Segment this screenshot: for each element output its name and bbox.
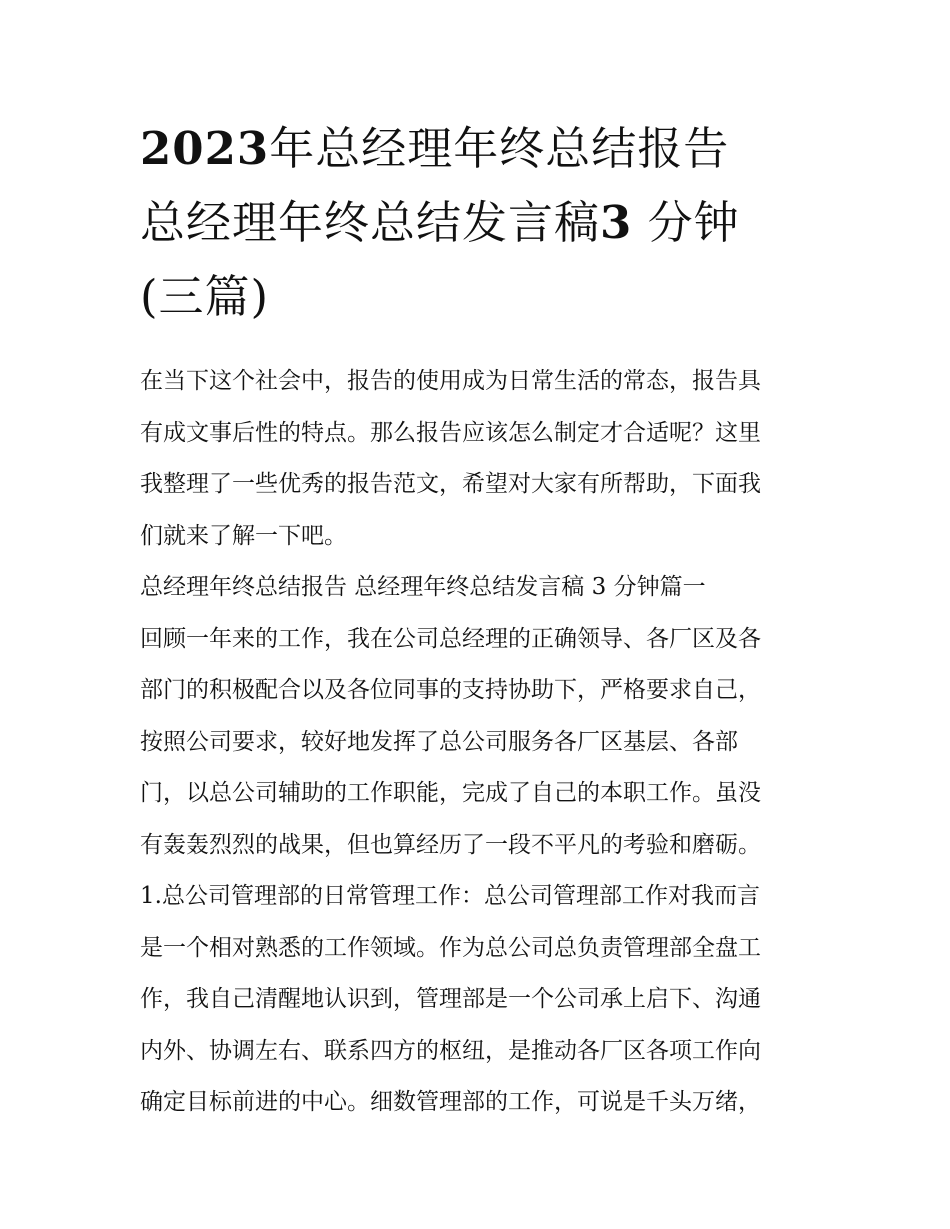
document-body: [140, 356, 820, 1129]
document-title: [140, 112, 840, 334]
body-line: 1.总公司管理部的日常管理工作：总公司管理部工作对我而言: [140, 883, 760, 909]
title-line-2: [140, 186, 840, 260]
title-year: 2023: [140, 122, 270, 175]
body-line: 们就来了解一下吧。: [140, 522, 347, 549]
body-line: 有轰轰烈烈的战果，但也算经历了一段不平凡的考验和磨砺。: [140, 831, 761, 858]
body-line: 回顾一年来的工作，我在公司总经理的正确领导、各厂区及各: [140, 625, 761, 652]
title-line-1-text: 年总经理年终总结报告: [269, 122, 730, 175]
section-heading: 总经理年终总结报告 总经理年终总结发言稿 3 分钟篇一: [140, 574, 706, 600]
body-line: 按照公司要求，较好地发挥了总公司服务各厂区基层、各部: [140, 728, 738, 755]
title-line-2-text-b: 分钟: [647, 196, 740, 249]
body-line: 有成文事后性的特点。那么报告应该怎么制定才合适呢？这里: [140, 419, 761, 446]
body-line: 确定目标前进的中心。细数管理部的工作，可说是千头万绪，: [140, 1089, 761, 1115]
title-line-2-text-a: 总经理年终总结发言稿: [140, 196, 601, 249]
title-line-1: [140, 112, 840, 186]
body-line: 作，我自己清醒地认识到，管理部是一个公司承上启下、沟通: [140, 986, 761, 1012]
body-line: 内外、协调左右、联系四方的枢纽，是推动各厂区各项工作向: [140, 1037, 761, 1064]
body-line: 在当下这个社会中，报告的使用成为日常生活的常态，报告具: [140, 368, 761, 394]
title-number: 3: [600, 196, 633, 249]
title-line-3: (三篇): [140, 270, 270, 323]
body-line: 是一个相对熟悉的工作领域。作为总公司总负责管理部全盘工: [140, 934, 761, 961]
body-line: 门，以总公司辅助的工作职能，完成了自己的本职工作。虽没: [140, 780, 761, 806]
body-line: 部门的积极配合以及各位同事的支持协助下，严格要求自己，: [140, 677, 761, 703]
body-line: 我整理了一些优秀的报告范文，希望对大家有所帮助，下面我: [140, 471, 761, 497]
